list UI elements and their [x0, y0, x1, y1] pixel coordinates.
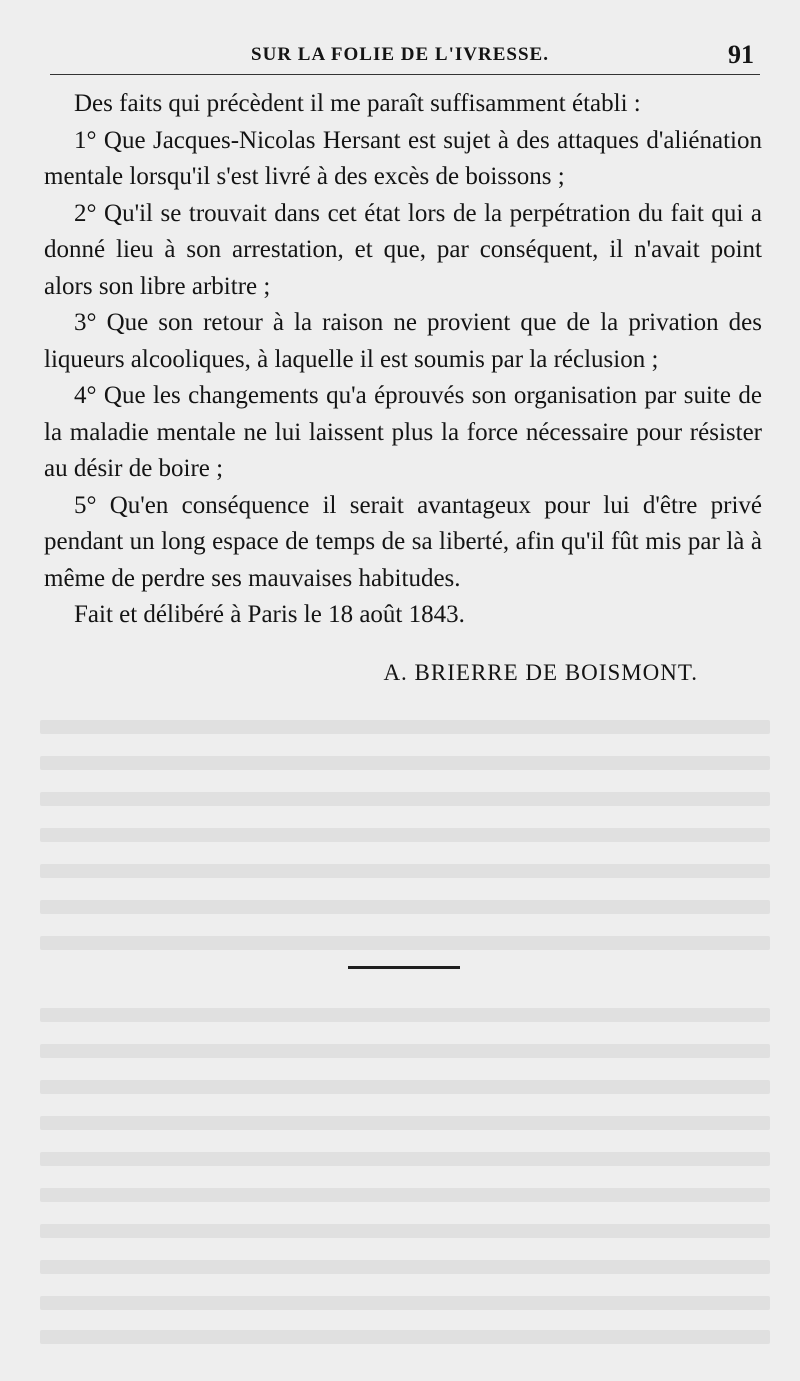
- signature: A. BRIERRE DE BOISMONT.: [383, 660, 698, 685]
- show-through-line: [40, 1296, 770, 1310]
- body-text: [44, 86, 762, 634]
- paragraph-point-1: 1° Que Jacques-Nicolas Hersant est sujet à des attaques d'aliénation mentale lorsqu'il s'est livré à des excès de boissons ;: [44, 126, 762, 190]
- show-through-line: [40, 1008, 770, 1022]
- show-through-line: [40, 1044, 770, 1058]
- header-rule: [50, 74, 760, 75]
- show-through-line: [40, 1224, 770, 1238]
- paragraph-point-5: 5° Qu'en conséquence il serait avantageux pour lui d'être privé pendant un long espace de temps de sa liberté, afin qu'il fût mis par là à même de perdre ses mauvaises habitudes.: [44, 491, 762, 592]
- paragraph-point-4: 4° Que les changements qu'a éprouvés son organisation par suite de la maladie mentale ne lui laissent plus la force nécessaire pour résister au désir de boire ;: [44, 382, 762, 482]
- show-through-line: [40, 1116, 770, 1130]
- show-through-line: [40, 756, 770, 770]
- paragraph-point-2: 2° Qu'il se trouvait dans cet état lors de la perpétration du fait qui a donné lieu à son arrestation, et que, par conséquent, il n'avait point alors son libre arbitre ;: [44, 199, 762, 300]
- section-divider: [348, 966, 460, 969]
- show-through-line: [40, 936, 770, 950]
- running-title: SUR LA FOLIE DE L'IVRESSE.: [251, 44, 549, 65]
- show-through-line: [40, 720, 770, 734]
- show-through-line: [40, 828, 770, 842]
- show-through-line: [40, 1188, 770, 1202]
- show-through-line: [40, 864, 770, 878]
- paragraph-point-3: 3° Que son retour à la raison ne provient que de la privation des liqueurs alcooliques, à laquelle il est soumis par la réclusion ;: [44, 309, 762, 373]
- paragraph-intro: Des faits qui précèdent il me paraît suffisamment établi :: [74, 90, 641, 117]
- show-through-line: [40, 1330, 770, 1344]
- show-through-line: [40, 1152, 770, 1166]
- show-through-line: [40, 1260, 770, 1274]
- paragraph-date: Fait et délibéré à Paris le 18 août 1843.: [74, 601, 465, 628]
- page-number: 91: [728, 40, 754, 69]
- show-through-line: [40, 1080, 770, 1094]
- show-through-line: [40, 900, 770, 914]
- show-through-line: [40, 792, 770, 806]
- page-header: [40, 40, 760, 76]
